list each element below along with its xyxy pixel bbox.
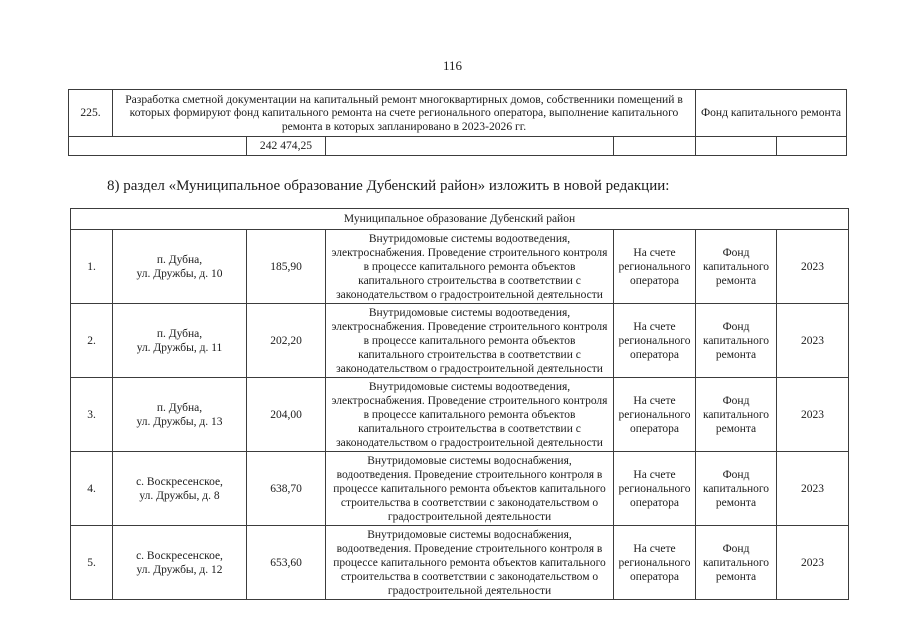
cost-cell: 653,60 (247, 526, 326, 600)
work-description-line: Внутридомовые системы водоотведения, (368, 380, 571, 393)
account-line: регионального (618, 556, 691, 569)
account-line: оператора (629, 348, 680, 361)
work-description-line: электроснабжения. Проведение строительного контроля (331, 320, 608, 333)
funding-source-line: Фонд (722, 320, 750, 333)
funding-source-cell: Фонд капитального ремонта (696, 90, 847, 137)
funding-source-line: капитального (702, 334, 770, 347)
empty-cell (614, 137, 696, 156)
row-number-cell: 225. (69, 90, 113, 137)
funding-source-line: капитального (702, 482, 770, 495)
address-line: п. Дубна, (156, 327, 203, 340)
work-description-line: электроснабжения. Проведение строительного контроля (331, 394, 608, 407)
account-line: регионального (618, 334, 691, 347)
funding-source-line: капитального (702, 408, 770, 421)
funding-source-line: Фонд (722, 542, 750, 555)
account-line: оператора (629, 422, 680, 435)
work-description-line: градостроительной деятельности (387, 584, 552, 597)
funding-source-line: капитального (702, 260, 770, 273)
account-cell (614, 452, 696, 526)
account-cell (614, 526, 696, 600)
year-cell: 2023 (777, 526, 849, 600)
cost-cell: 202,20 (247, 304, 326, 378)
account-line: На счете (633, 468, 676, 481)
row-number-cell: 1. (71, 230, 113, 304)
empty-cell (696, 137, 777, 156)
address-line: с. Воскресенское, (136, 549, 223, 562)
table-head (71, 209, 849, 230)
row-number-cell: 5. (71, 526, 113, 600)
address-cell (113, 304, 247, 378)
work-description-cell (326, 452, 614, 526)
funding-source-line: капитального (702, 556, 770, 569)
year-cell: 2023 (777, 304, 849, 378)
page-number: 116 (442, 58, 463, 73)
district-header-row (71, 209, 849, 230)
table-row (71, 378, 849, 452)
account-line: На счете (633, 394, 676, 407)
work-description-line: ремонта в которых запланировано в 2023-2026 гг. (281, 119, 527, 133)
work-description-line: Внутридомовые системы водоснабжения, (367, 528, 572, 541)
empty-cell (326, 137, 614, 156)
work-description-cell (113, 90, 696, 137)
work-description-line: капитального строительства в соответствии с (358, 422, 581, 435)
account-line: регионального (618, 260, 691, 273)
work-description-line: водоотведения. Проведение строительного контроля в (336, 542, 603, 555)
work-description-line: градостроительной деятельности (387, 510, 552, 523)
address-line: п. Дубна, (156, 401, 203, 414)
work-description-line: капитального строительства в соответствии с (358, 274, 581, 287)
table-row (71, 452, 849, 526)
account-cell (614, 378, 696, 452)
empty-cell (777, 137, 847, 156)
account-cell (614, 230, 696, 304)
funding-source-cell (696, 526, 777, 600)
address-line: ул. Дружбы, д. 10 (136, 267, 223, 280)
work-description-line: в процессе капитального ремонта объектов (363, 408, 576, 421)
funding-source-cell (696, 230, 777, 304)
address-cell (113, 526, 247, 600)
row-number-cell: 3. (71, 378, 113, 452)
work-description-line: Внутридомовые системы водоотведения, (368, 232, 571, 245)
account-line: регионального (618, 482, 691, 495)
account-line: оператора (629, 274, 680, 287)
table-body (69, 90, 847, 156)
work-description-line: законодательством о градостроительной деятельности (336, 436, 603, 449)
account-line: На счете (633, 320, 676, 333)
address-line: ул. Дружбы, д. 13 (136, 415, 223, 428)
address-line: п. Дубна, (156, 253, 203, 266)
table-row (71, 526, 849, 600)
cost-cell: 204,00 (247, 378, 326, 452)
funding-source-line: ремонта (715, 274, 757, 287)
funding-source-line: ремонта (715, 570, 757, 583)
work-description-line: которых формируют фонд капитального ремонта на счете регионального оператора, выполнение капитального (129, 106, 679, 120)
work-description-line: процессе капитального ремонта объектов капитального (333, 482, 606, 495)
address-cell (113, 452, 247, 526)
funding-source-line: Фонд (722, 246, 750, 259)
work-description-line: законодательством о градостроительной деятельности (336, 362, 603, 375)
work-description-line: законодательством о градостроительной деятельности (336, 288, 603, 301)
funding-source-line: Фонд (722, 394, 750, 407)
table-row (71, 304, 849, 378)
work-description-cell (326, 378, 614, 452)
table-row (71, 230, 849, 304)
account-line: На счете (633, 542, 676, 555)
year-cell: 2023 (777, 230, 849, 304)
year-cell: 2023 (777, 452, 849, 526)
year-cell: 2023 (777, 378, 849, 452)
funding-source-cell (696, 378, 777, 452)
district-works-table (70, 208, 849, 600)
work-description-line: электроснабжения. Проведение строительного контроля (331, 246, 608, 259)
amendment-instruction: 8) раздел «Муниципальное образование Дубенский район» изложить в новой редакции: (107, 178, 670, 194)
funding-source-line: Фонд (722, 468, 750, 481)
work-description-line: капитального строительства в соответствии с (358, 348, 581, 361)
row-number-cell: 2. (71, 304, 113, 378)
work-description-line: в процессе капитального ремонта объектов (363, 334, 576, 347)
account-line: оператора (629, 496, 680, 509)
address-line: ул. Дружбы, д. 11 (136, 341, 223, 354)
table-body (71, 230, 849, 600)
table-row (69, 90, 847, 137)
work-description-line: строительства в соответствии с законодательством о (340, 570, 599, 583)
account-line: оператора (629, 570, 680, 583)
work-description-line: Внутридомовые системы водоснабжения, (367, 454, 572, 467)
empty-cell (69, 137, 247, 156)
work-description-cell (326, 304, 614, 378)
work-description-cell (326, 230, 614, 304)
account-cell (614, 304, 696, 378)
total-amount-cell: 242 474,25 (247, 137, 326, 156)
account-line: регионального (618, 408, 691, 421)
funding-source-cell (696, 452, 777, 526)
cost-cell: 185,90 (247, 230, 326, 304)
address-line: ул. Дружбы, д. 12 (136, 563, 223, 576)
work-description-cell (326, 526, 614, 600)
works-table-continuation (68, 89, 847, 156)
address-line: ул. Дружбы, д. 8 (139, 489, 220, 502)
funding-source-line: ремонта (715, 422, 757, 435)
address-line: с. Воскресенское, (136, 475, 223, 488)
cost-cell: 638,70 (247, 452, 326, 526)
funding-source-line: ремонта (715, 496, 757, 509)
work-description-line: Разработка сметной документации на капитальный ремонт многоквартирных домов, собственники помещений в (125, 92, 683, 106)
work-description-line: процессе капитального ремонта объектов капитального (333, 556, 606, 569)
address-cell (113, 378, 247, 452)
total-row (69, 137, 847, 156)
account-line: На счете (633, 246, 676, 259)
funding-source-cell (696, 304, 777, 378)
district-header-cell: Муниципальное образование Дубенский район (71, 209, 849, 230)
work-description-line: в процессе капитального ремонта объектов (363, 260, 576, 273)
work-description-line: Внутридомовые системы водоотведения, (368, 306, 571, 319)
address-cell (113, 230, 247, 304)
row-number-cell: 4. (71, 452, 113, 526)
work-description-line: строительства в соответствии с законодательством о (340, 496, 599, 509)
work-description-line: водоотведения. Проведение строительного контроля в (336, 468, 603, 481)
funding-source-line: ремонта (715, 348, 757, 361)
